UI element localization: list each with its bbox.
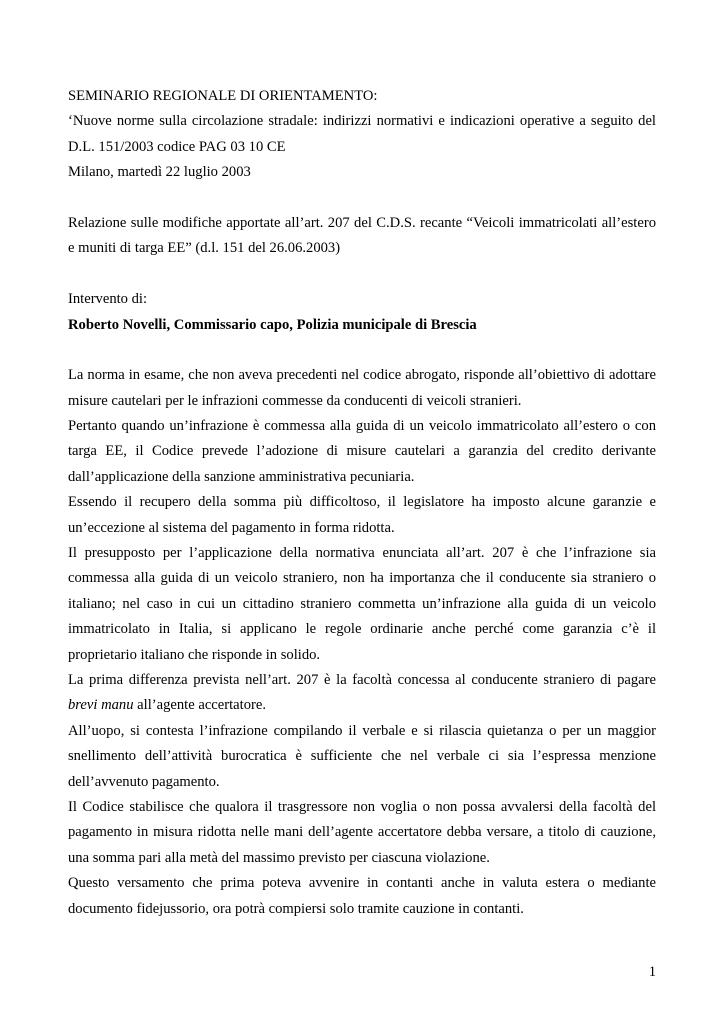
seminar-subtitle-line: ‘Nuove norme sulla circolazione stradale: indirizzi normativi e indicazioni operative a seguito del [68, 113, 656, 130]
paragraph-line [68, 693, 656, 718]
speaker-intro: Intervento di: [68, 291, 148, 308]
paragraph-line: Essendo il recupero della somma più difficoltoso, il legislatore ha imposto alcune garanzie e [68, 494, 656, 511]
seminar-title: SEMINARIO REGIONALE DI ORIENTAMENTO: [68, 88, 378, 104]
paragraph-line: commessa alla guida di un veicolo straniero, non ha importanza che il conducente sia straniero o [68, 570, 656, 587]
paragraph-line: un’eccezione al sistema del pagamento in forma ridotta. [68, 519, 395, 536]
paragraph-line: pagamento in misura ridotta nelle mani dell’agente accertatore debba versare, a titolo di cauzione, [68, 824, 656, 841]
paragraph-line: Il Codice stabilisce che qualora il trasgressore non voglia o non possa avvalersi della facoltà del [68, 798, 656, 815]
paragraph-line: italiano; nel caso in cui un cittadino straniero commetta un’infrazione alla guida di un veicolo [68, 595, 656, 612]
paragraph-line: misure cautelari per le infrazioni commesse da conducenti di veicoli stranieri. [68, 392, 522, 409]
speaker-name: Roberto Novelli, Commissario capo, Polizia municipale di Brescia [68, 316, 477, 333]
paragraph-text: all’agente accertatore. [133, 697, 266, 714]
paragraph-line: targa EE, il Codice prevede l’adozione di misure cautelari a garanzia del credito derivante [68, 443, 656, 460]
paragraph-line: dell’avvenuto pagamento. [68, 773, 220, 790]
page-number: 1 [648, 964, 656, 980]
paragraph-line: Pertanto quando un’infrazione è commessa alla guida di un veicolo immatricolato all’estero o con [68, 418, 656, 435]
latin-phrase: brevi manu [68, 697, 134, 714]
paragraph-line: immatricolato in Italia, si applicano le regole ordinarie anche perché come garanzia c’è il [68, 621, 656, 638]
spacer [68, 186, 656, 211]
spacer [68, 262, 656, 287]
seminar-subtitle-line: D.L. 151/2003 codice PAG 03 10 CE [68, 138, 286, 155]
document-page [68, 84, 656, 922]
paragraph-line: La prima differenza prevista nell’art. 207 è la facoltà concessa al conducente straniero di pagare [68, 671, 656, 688]
paragraph-line: La norma in esame, che non aveva precedenti nel codice abrogato, risponde all’obiettivo di adottare [68, 367, 656, 384]
paragraph-line: Il presupposto per l’applicazione della normativa enunciata all’art. 207 è che l’infrazione sia [68, 545, 656, 562]
place-date: Milano, martedì 22 luglio 2003 [68, 164, 251, 181]
paragraph-line: una somma pari alla metà del massimo previsto per ciascuna violazione. [68, 849, 490, 866]
report-title-line: e muniti di targa EE” (d.l. 151 del 26.06.2003) [68, 240, 341, 257]
paragraph-line: dall’applicazione della sanzione amministrativa pecuniaria. [68, 468, 415, 485]
paragraph-line: documento fidejussorio, ora potrà compiersi solo tramite cauzione in contanti. [68, 900, 524, 917]
report-title-line: Relazione sulle modifiche apportate all’art. 207 del C.D.S. recante “Veicoli immatricolati all’estero [68, 214, 656, 231]
paragraph-line: snellimento dell’attività burocratica è sufficiente che nel verbale ci sia l’espressa menzione [68, 748, 656, 765]
spacer [68, 338, 656, 363]
paragraph-line: All’uopo, si contesta l’infrazione compilando il verbale e si rilascia quietanza o per un maggior [68, 722, 656, 739]
paragraph-line: proprietario italiano che risponde in solido. [68, 646, 321, 663]
paragraph-line: Questo versamento che prima poteva avvenire in contanti anche in valuta estera o mediante [68, 875, 656, 892]
